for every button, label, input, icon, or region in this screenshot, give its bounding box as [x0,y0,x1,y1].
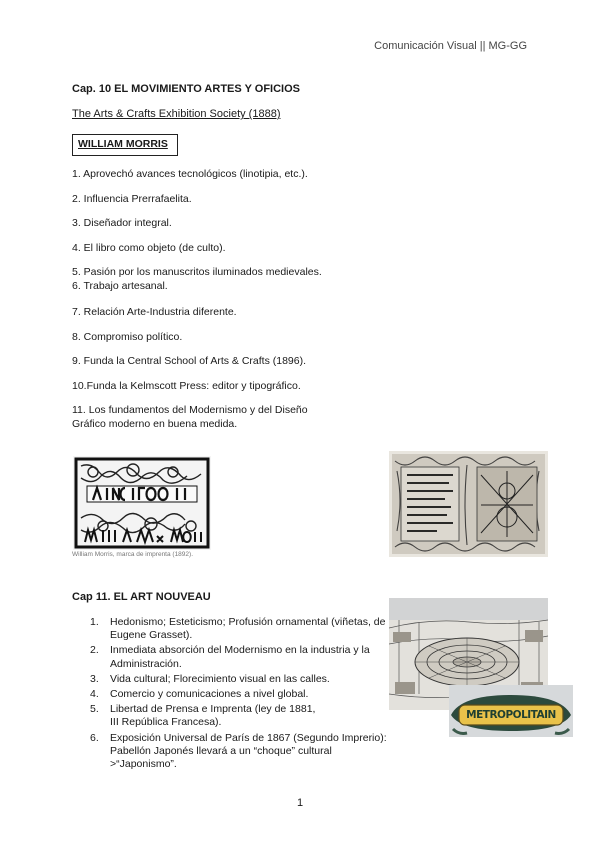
list-item: 7. Relación Arte-Industria diferente. [72,306,237,318]
chapter-11-list [90,616,390,771]
metropolitain-sign-image [449,685,573,737]
kelmscott-mark-image [73,456,211,550]
list-text: Vida cultural; Florecimiento visual en las calles. [110,672,330,685]
metropolitain-sign-text: METROPOLITAIN [466,709,556,721]
list-item [90,616,390,642]
list-item: 1. Aprovechó avances tecnológicos (linotipia, etc.). [72,168,308,180]
list-text: Libertad de Prensa e Imprenta (ley de 1881, III República Francesa). [110,703,316,729]
list-text: Inmediata absorción del Modernismo en la industria y la Administración. [110,644,370,670]
list-text: Hedonismo; Esteticismo; Profusión ornamental (viñetas, de Eugene Grasset). [110,616,386,642]
list-item [90,688,390,701]
list-item [90,703,390,729]
list-item [90,644,390,670]
list-number: 5. [90,703,99,716]
list-number: 6. [90,731,99,744]
list-number: 4. [90,688,99,701]
list-number: 3. [90,672,99,685]
list-item: 4. El libro como objeto (de culto). [72,242,226,254]
page-number: 1 [296,797,304,809]
page-header: Comunicación Visual || MG-GG [374,40,527,52]
william-morris-box: WILLIAM MORRIS [72,134,178,156]
list-item [90,673,390,686]
list-item: Gráfico moderno en buena medida. [72,418,238,430]
chapter-10-title: Cap. 10 EL MOVIMIENTO ARTES Y OFICIOS [72,83,300,95]
list-item: 9. Funda la Central School of Arts & Crafts (1896). [72,355,307,367]
chapter-11-title: Cap 11. EL ART NOUVEAU [72,591,211,603]
list-number: 2. [90,644,99,657]
image-caption: William Morris, marca de imprenta (1892). [72,551,194,558]
list-item: 8. Compromiso político. [72,331,183,343]
list-item: 10.Funda la Kelmscott Press: editor y tipográfico. [72,380,301,392]
list-item: 11. Los fundamentos del Modernismo y del Diseño [72,404,308,416]
list-item: 6. Trabajo artesanal. [72,280,168,292]
list-item: 3. Diseñador integral. [72,217,172,229]
list-item [90,732,390,772]
list-number: 1. [90,616,99,628]
list-item: 2. Influencia Prerrafaelita. [72,193,192,205]
chapter-10-subtitle: The Arts & Crafts Exhibition Society (1888) [72,108,281,120]
book-page-image [389,451,548,557]
list-text: Exposición Universal de París de 1867 (Segundo Imprerio): Pabellón Japonés llevará a un “choque” cultural >“Japonismo”. [110,731,387,771]
list-text: Comercio y comunicaciones a nivel global. [110,688,309,701]
list-item: 5. Pasión por los manuscritos iluminados medievales. [72,266,322,278]
